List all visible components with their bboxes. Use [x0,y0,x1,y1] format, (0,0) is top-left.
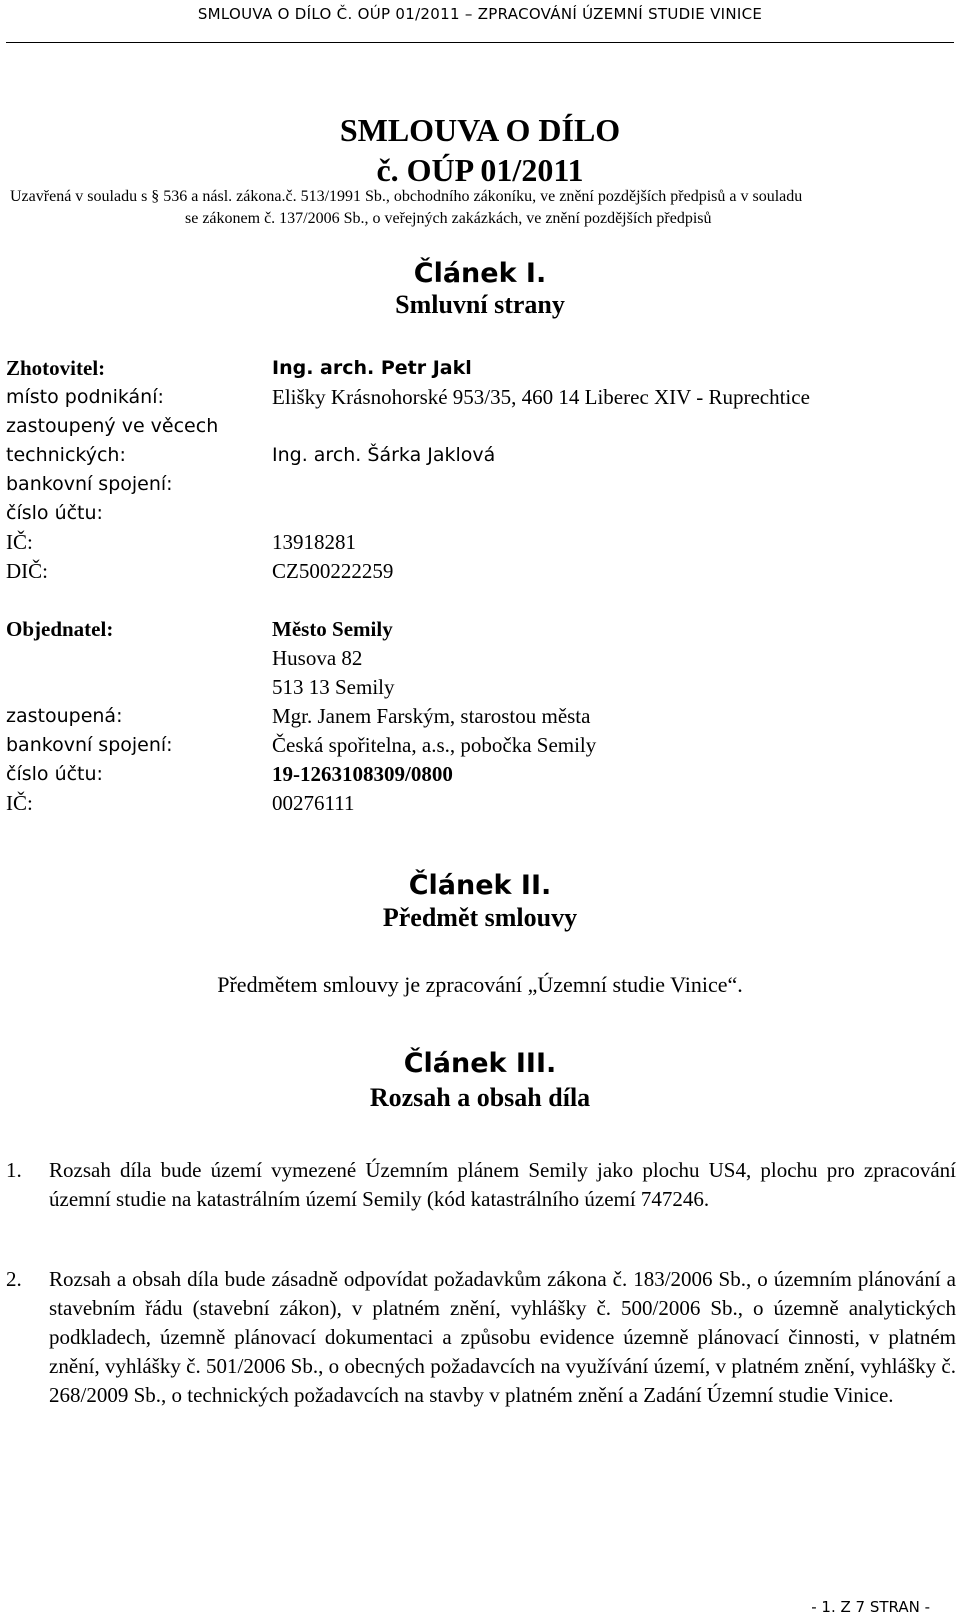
client-bank-label: bankovní spojení: [6,734,173,756]
clause-1 [6,1156,956,1214]
article-2-title: Předmět smlouvy [382,903,578,932]
article-1-heading: Článek I. [413,258,547,289]
contractor-rep-label-1: zastoupený ve věcech [6,415,219,437]
article-1-title: Smluvní strany [395,290,565,319]
client-ic-label: IČ: [6,791,33,815]
client-street: Husova 82 [272,646,363,670]
document-title: SMLOUVA O DÍLO [339,112,621,148]
article-3-title: Rozsah a obsah díla [369,1083,591,1112]
client-account: 19-1263108309/0800 [272,762,453,786]
article-3-heading: Článek III. [403,1048,557,1079]
contractor-dic: CZ500222259 [272,559,394,583]
client-name: Město Semily [272,617,393,641]
client-ic: 00276111 [272,791,355,815]
client-rep: Mgr. Janem Farským, starostou města [272,704,591,728]
subtitle-line-2: se zákonem č. 137/2006 Sb., o veřejných zakázkách, ve znění pozdějších předpisů [185,210,712,227]
contractor-name: Ing. arch. Petr Jakl [272,357,472,379]
contractor-bank-label: bankovní spojení: [6,473,173,495]
clause-2-number: 2. [6,1267,22,1291]
subtitle-line-1: Uzavřená v souladu s § 536 a násl. zákona.č. 513/1991 Sb., obchodního zákoníku, ve znění pozdějších předpisů a v souladu [10,188,803,205]
page-number: - 1. Z 7 STRAN - [811,1598,930,1616]
client-label: Objednatel: [6,617,114,641]
article-2-heading: Článek II. [408,870,552,901]
contractor-account-label: číslo účtu: [6,502,103,524]
clause-1-number: 1. [6,1158,22,1182]
contractor-label: Zhotovitel: [6,356,106,380]
header-divider [6,42,954,43]
client-city: 513 13 Semily [272,675,395,699]
clause-2 [6,1265,956,1410]
contractor-ic: 13918281 [272,530,356,554]
client-bank: Česká spořitelna, a.s., pobočka Semily [272,733,597,757]
document-subtitle [10,186,960,230]
contractor-dic-label: DIČ: [6,559,48,583]
document-number: č. OÚP 01/2011 [376,152,584,188]
contractor-place-label: místo podnikání: [6,386,164,408]
client-account-label: číslo účtu: [6,763,103,785]
contractor-rep: Ing. arch. Šárka Jaklová [272,444,496,466]
clause-1-text: Rozsah díla bude území vymezené Územním plánem Semily jako plochu US4, plochu pro zpracování územní studie na katastrálním území Semily (kód katastrálního území 747246. [49,1158,956,1211]
client-rep-label: zastoupená: [6,705,123,727]
contractor-rep-label-2: technických: [6,444,126,466]
article-2-text: Předmětem smlouvy je zpracování „Územní studie Vinice“. [217,972,743,997]
contractor-place: Elišky Krásnohorské 953/35, 460 14 Liberec XIV - Ruprechtice [272,385,810,409]
contractor-ic-label: IČ: [6,530,33,554]
clause-2-text: Rozsah a obsah díla bude zásadně odpovídat požadavkům zákona č. 183/2006 Sb., o územním plánování a stavebním řádu (stavební zákon), v platném znění, vyhlášky č. 500/2006 Sb., o územně analytických podkladech, územně plánovací dokumentaci a způsobu evidence územně plánovací činnosti, v platném znění, vyhlášky č. 501/2006 Sb., o obecných požadavcích na využívání území, v platném znění, vyhlášky č. 268/2009 Sb., o technických požadavcích na stavby v platném znění a Zadání Územní studie Vinice. [49,1267,956,1407]
running-header: SMLOUVA O DÍLO Č. OÚP 01/2011 – ZPRACOVÁNÍ ÚZEMNÍ STUDIE VINICE [197,5,763,23]
